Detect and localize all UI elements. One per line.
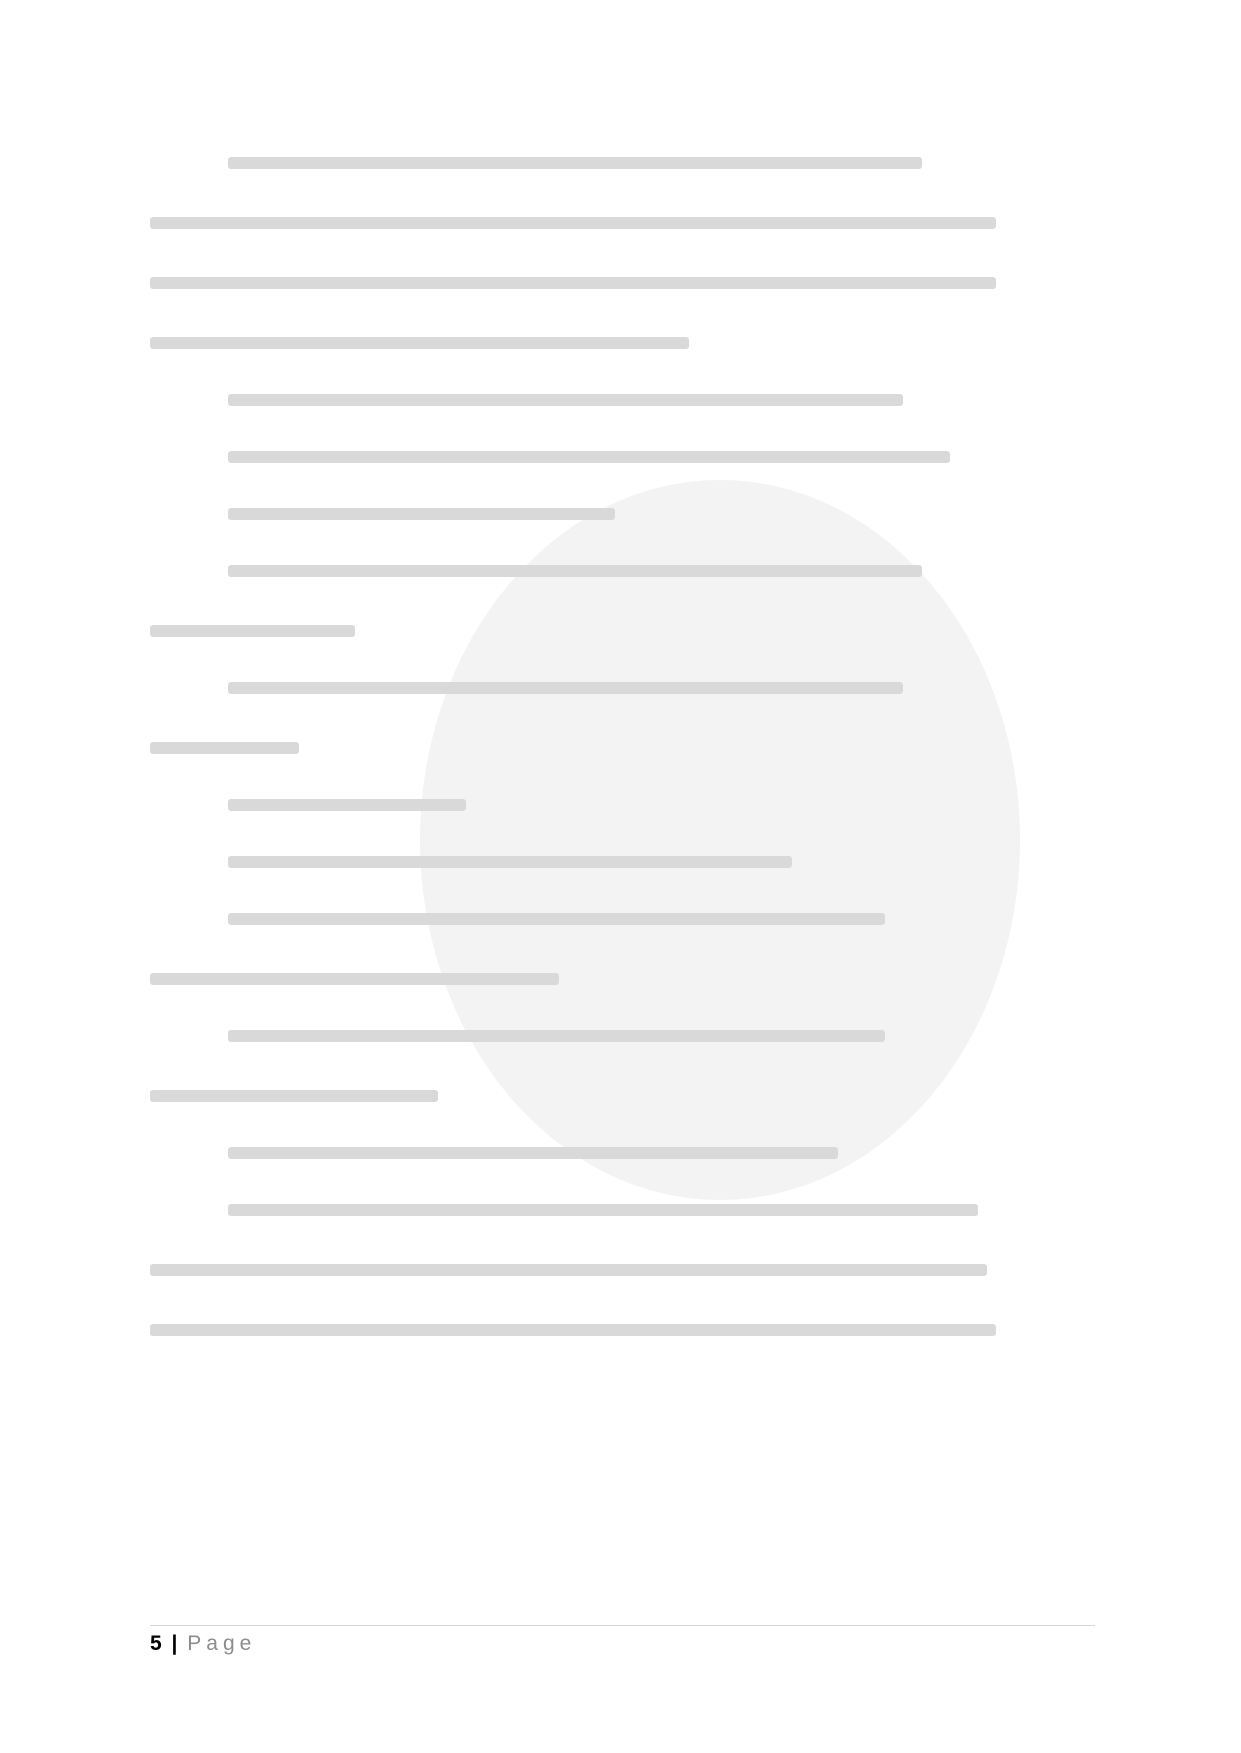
- text-placeholder-bar: [150, 1324, 996, 1336]
- text-placeholder-bar: [228, 682, 903, 694]
- paragraph-line: [150, 556, 1080, 586]
- paragraph-line: [150, 268, 1080, 298]
- paragraph: [150, 790, 1080, 820]
- paragraph: [150, 556, 1080, 646]
- text-placeholder-bar: [150, 337, 689, 349]
- paragraph-line: [150, 499, 1080, 529]
- text-placeholder-bar: [228, 508, 615, 520]
- paragraph: [150, 673, 1080, 763]
- text-placeholder-bar: [150, 1264, 987, 1276]
- text-placeholder-bar: [150, 277, 996, 289]
- paragraph: [150, 1021, 1080, 1111]
- text-placeholder-bar: [228, 856, 792, 868]
- paragraph-line: [150, 1255, 1080, 1285]
- text-placeholder-bar: [228, 565, 922, 577]
- text-placeholder-bar: [150, 217, 996, 229]
- text-placeholder-bar: [228, 451, 950, 463]
- paragraph-line: [150, 616, 1080, 646]
- paragraph-line: [150, 442, 1080, 472]
- page-label: Page: [187, 1632, 257, 1655]
- footer-separator: |: [171, 1632, 178, 1655]
- text-placeholder-bar: [228, 1030, 885, 1042]
- paragraph-line: [150, 1021, 1080, 1051]
- paragraph-line: [150, 733, 1080, 763]
- text-placeholder-bar: [150, 1090, 438, 1102]
- paragraph: [150, 1138, 1080, 1168]
- text-placeholder-bar: [150, 973, 559, 985]
- paragraph: [150, 499, 1080, 529]
- paragraph-line: [150, 1195, 1080, 1225]
- footer-rule: [150, 1625, 1095, 1626]
- paragraph: [150, 904, 1080, 994]
- paragraph-line: [150, 847, 1080, 877]
- paragraph-line: [150, 1081, 1080, 1111]
- paragraph: [150, 847, 1080, 877]
- text-placeholder-bar: [228, 799, 466, 811]
- paragraph-line: [150, 790, 1080, 820]
- text-placeholder-bar: [228, 1204, 978, 1216]
- text-placeholder-bar: [150, 625, 355, 637]
- text-placeholder-bar: [228, 913, 885, 925]
- paragraph-line: [150, 385, 1080, 415]
- text-placeholder-bar: [228, 157, 922, 169]
- text-placeholder-bar: [228, 1147, 838, 1159]
- paragraph: [150, 385, 1080, 415]
- page-footer: [150, 1632, 256, 1656]
- paragraph-line: [150, 208, 1080, 238]
- paragraph-line: [150, 964, 1080, 994]
- body-text: [150, 148, 1080, 1372]
- paragraph-line: [150, 148, 1080, 178]
- text-placeholder-bar: [150, 742, 299, 754]
- paragraph: [150, 442, 1080, 472]
- paragraph: [150, 1195, 1080, 1345]
- text-placeholder-bar: [228, 394, 903, 406]
- paragraph-line: [150, 904, 1080, 934]
- paragraph-line: [150, 328, 1080, 358]
- paragraph-line: [150, 1315, 1080, 1345]
- page-number: 5: [150, 1632, 162, 1655]
- paragraph-line: [150, 1138, 1080, 1168]
- paragraph: [150, 148, 1080, 358]
- paragraph-line: [150, 673, 1080, 703]
